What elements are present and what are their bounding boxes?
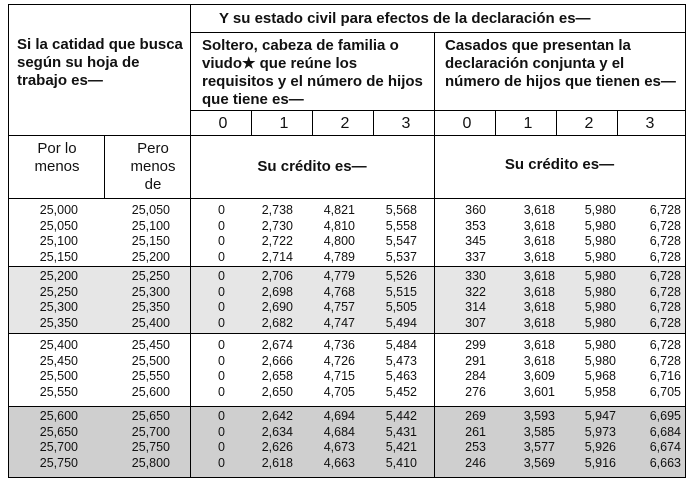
table-cell: 5,431: [385, 424, 417, 439]
table-cell: 5,973: [584, 424, 616, 439]
group-divider: [9, 266, 685, 267]
table-cell: 2,650: [261, 384, 293, 399]
table-cell: 261: [465, 424, 486, 439]
table-cell: 5,947: [584, 409, 616, 423]
table-cell: 25,800: [131, 455, 170, 470]
table-cell: 25,300: [131, 284, 170, 299]
table-cell: 5,537: [385, 249, 417, 264]
single-children-0: 0: [218, 115, 228, 132]
table-cell: 25,350: [39, 315, 78, 330]
table-cell: 314: [465, 300, 486, 315]
table-cell: 6,728: [649, 300, 681, 315]
table-cell: 3,593: [523, 409, 555, 423]
table-cell: 5,980: [584, 218, 616, 233]
grid-line: [434, 32, 435, 477]
table-cell: 5,505: [385, 300, 417, 315]
table-cell: 5,452: [385, 384, 417, 399]
grid-line: [190, 32, 685, 33]
table-cell: 3,585: [523, 424, 555, 439]
table-cell: 25,150: [131, 234, 170, 249]
table-cell: 25,100: [131, 218, 170, 233]
table-cell: 4,705: [323, 384, 355, 399]
table-cell: 2,642: [261, 409, 293, 423]
table-cell: 4,694: [323, 409, 355, 423]
table-cell: 5,958: [584, 384, 616, 399]
table-cell: 3,618: [523, 300, 555, 315]
table-cell: 5,526: [385, 269, 417, 283]
table-cell: 2,674: [261, 338, 293, 352]
table-cell: 2,706: [261, 269, 293, 283]
table-cell: 0: [218, 369, 225, 384]
table-cell: 2,698: [261, 284, 293, 299]
table-cell: 5,421: [385, 440, 417, 455]
table-cell: 4,789: [323, 249, 355, 264]
table-cell: 4,736: [323, 338, 355, 352]
table-cell: 25,700: [39, 440, 78, 455]
table-cell: 0: [218, 424, 225, 439]
table-cell: 6,705: [649, 384, 681, 399]
table-cell: 4,663: [323, 455, 355, 470]
table-cell: 6,684: [649, 424, 681, 439]
table-cell: 330: [465, 269, 486, 283]
table-cell: 6,728: [649, 338, 681, 352]
table-cell: 0: [218, 234, 225, 249]
group-divider: [9, 406, 685, 407]
table-cell: 2,722: [261, 234, 293, 249]
table-cell: 3,618: [523, 315, 555, 330]
table-cell: 353: [465, 218, 486, 233]
table-cell: 3,601: [523, 384, 555, 399]
table-cell: 25,450: [39, 353, 78, 368]
table-cell: 2,730: [261, 218, 293, 233]
table-cell: 0: [218, 315, 225, 330]
table-cell: 5,484: [385, 338, 417, 352]
table-cell: 5,916: [584, 455, 616, 470]
table-cell: 6,716: [649, 369, 681, 384]
table-cell: 5,980: [584, 315, 616, 330]
table-cell: 5,980: [584, 284, 616, 299]
table-cell: 25,650: [131, 409, 170, 423]
table-cell: 3,618: [523, 234, 555, 249]
table-cell: 25,450: [131, 338, 170, 352]
grid-line: [104, 135, 105, 198]
table-cell: 5,442: [385, 409, 417, 423]
at-least-header: Por lo menos: [34, 140, 80, 175]
table-cell: 0: [218, 455, 225, 470]
table-cell: 25,200: [131, 249, 170, 264]
table-cell: 5,515: [385, 284, 417, 299]
table-cell: 0: [218, 284, 225, 299]
table-cell: 5,980: [584, 249, 616, 264]
table-cell: 3,618: [523, 218, 555, 233]
table-cell: 25,050: [39, 218, 78, 233]
table-cell: 6,728: [649, 284, 681, 299]
table-cell: 25,250: [131, 269, 170, 283]
table-cell: 5,463: [385, 369, 417, 384]
table-cell: 25,500: [131, 353, 170, 368]
table-cell: 3,618: [523, 269, 555, 283]
table-cell: 6,695: [649, 409, 681, 423]
table-cell: 25,700: [131, 424, 170, 439]
table-cell: 284: [465, 369, 486, 384]
table-cell: 25,250: [39, 284, 78, 299]
married-credit-label: Su crédito es—: [504, 156, 615, 173]
table-cell: 6,663: [649, 455, 681, 470]
table-cell: 25,600: [131, 384, 170, 399]
table-cell: 0: [218, 249, 225, 264]
table-cell: 25,350: [131, 300, 170, 315]
table-cell: 269: [465, 409, 486, 423]
single-children-2: 2: [340, 115, 350, 132]
table-cell: 6,728: [649, 218, 681, 233]
table-cell: 25,200: [39, 269, 78, 283]
table-cell: 3,618: [523, 353, 555, 368]
table-cell: 5,926: [584, 440, 616, 455]
table-cell: 4,800: [323, 234, 355, 249]
married-children-0: 0: [462, 115, 472, 132]
table-cell: 0: [218, 353, 225, 368]
table-cell: 5,568: [385, 203, 417, 217]
table-cell: 4,673: [323, 440, 355, 455]
table-cell: 6,728: [649, 249, 681, 264]
table-cell: 4,684: [323, 424, 355, 439]
table-cell: 5,558: [385, 218, 417, 233]
married-children-3: 3: [645, 115, 655, 132]
worksheet-amount-title: Si la catidad que busca según su hoja de trabajo es—: [17, 36, 183, 89]
table-cell: 0: [218, 300, 225, 315]
group-divider: [9, 333, 685, 334]
table-cell: 4,757: [323, 300, 355, 315]
table-cell: 25,550: [131, 369, 170, 384]
table-cell: 2,634: [261, 424, 293, 439]
table-cell: 2,626: [261, 440, 293, 455]
table-cell: 25,750: [39, 455, 78, 470]
single-status-title: Soltero, cabeza de familia o viudo★ que reúne los requisitos y el número de hijos que tiene es—: [202, 37, 423, 108]
table-cell: 25,150: [39, 249, 78, 264]
less-than-header: Pero menos de: [130, 140, 176, 193]
table-cell: 307: [465, 315, 486, 330]
table-cell: 3,609: [523, 369, 555, 384]
table-cell: 6,728: [649, 269, 681, 283]
table-cell: 246: [465, 455, 486, 470]
table-cell: 25,500: [39, 369, 78, 384]
table-cell: 4,821: [323, 203, 355, 217]
table-cell: 25,400: [131, 315, 170, 330]
table-cell: 3,618: [523, 203, 555, 217]
table-cell: 6,728: [649, 315, 681, 330]
table-cell: 25,650: [39, 424, 78, 439]
table-cell: 4,779: [323, 269, 355, 283]
table-cell: 25,750: [131, 440, 170, 455]
single-children-1: 1: [279, 115, 289, 132]
table-cell: 360: [465, 203, 486, 217]
married-children-1: 1: [523, 115, 533, 132]
married-children-2: 2: [584, 115, 594, 132]
table-cell: 5,494: [385, 315, 417, 330]
married-status-title: Casados que presentan la declaración conjunta y el número de hijos que tienen es—: [445, 37, 676, 90]
table-cell: 3,577: [523, 440, 555, 455]
table-cell: 3,618: [523, 338, 555, 352]
table-cell: 0: [218, 203, 225, 217]
single-credit-label: Su crédito es—: [257, 158, 367, 175]
table-cell: 2,714: [261, 249, 293, 264]
table-cell: 2,690: [261, 300, 293, 315]
table-cell: 25,600: [39, 409, 78, 423]
table-cell: 276: [465, 384, 486, 399]
grid-line: [9, 135, 685, 136]
table-cell: 0: [218, 338, 225, 352]
table-cell: 4,768: [323, 284, 355, 299]
table-cell: 0: [218, 269, 225, 283]
table-cell: 299: [465, 338, 486, 352]
grid-line: [190, 5, 191, 477]
table-cell: 345: [465, 234, 486, 249]
table-cell: 5,980: [584, 269, 616, 283]
table-cell: 25,100: [39, 234, 78, 249]
table-cell: 5,980: [584, 353, 616, 368]
table-cell: 6,728: [649, 353, 681, 368]
table-cell: 2,682: [261, 315, 293, 330]
table-cell: 5,980: [584, 338, 616, 352]
table-cell: 2,618: [261, 455, 293, 470]
table-cell: 4,715: [323, 369, 355, 384]
table-cell: 337: [465, 249, 486, 264]
table-cell: 5,980: [584, 300, 616, 315]
grid-line: [190, 110, 685, 111]
table-cell: 3,618: [523, 249, 555, 264]
table-cell: 25,400: [39, 338, 78, 352]
table-cell: 5,980: [584, 234, 616, 249]
table-cell: 0: [218, 218, 225, 233]
table-cell: 4,747: [323, 315, 355, 330]
table-cell: 4,810: [323, 218, 355, 233]
table-cell: 6,728: [649, 234, 681, 249]
table-cell: 0: [218, 409, 225, 423]
table-cell: 3,569: [523, 455, 555, 470]
table-cell: 5,968: [584, 369, 616, 384]
table-cell: 25,300: [39, 300, 78, 315]
table-cell: 5,980: [584, 203, 616, 217]
grid-line: [9, 198, 685, 199]
table-cell: 6,728: [649, 203, 681, 217]
table-cell: 25,050: [131, 203, 170, 217]
table-cell: 5,547: [385, 234, 417, 249]
table-cell: 25,550: [39, 384, 78, 399]
table-cell: 253: [465, 440, 486, 455]
table-cell: 2,658: [261, 369, 293, 384]
table-cell: 0: [218, 384, 225, 399]
table-cell: 5,410: [385, 455, 417, 470]
filing-status-title: Y su estado civil para efectos de la declaración es—: [219, 10, 591, 27]
table-cell: 4,726: [323, 353, 355, 368]
credit-table: [8, 4, 686, 478]
table-cell: 5,473: [385, 353, 417, 368]
single-children-3: 3: [401, 115, 411, 132]
table-cell: 25,000: [39, 203, 78, 217]
table-cell: 291: [465, 353, 486, 368]
table-cell: 0: [218, 440, 225, 455]
table-cell: 322: [465, 284, 486, 299]
table-cell: 2,738: [261, 203, 293, 217]
table-cell: 6,674: [649, 440, 681, 455]
table-cell: 3,618: [523, 284, 555, 299]
table-cell: 2,666: [261, 353, 293, 368]
